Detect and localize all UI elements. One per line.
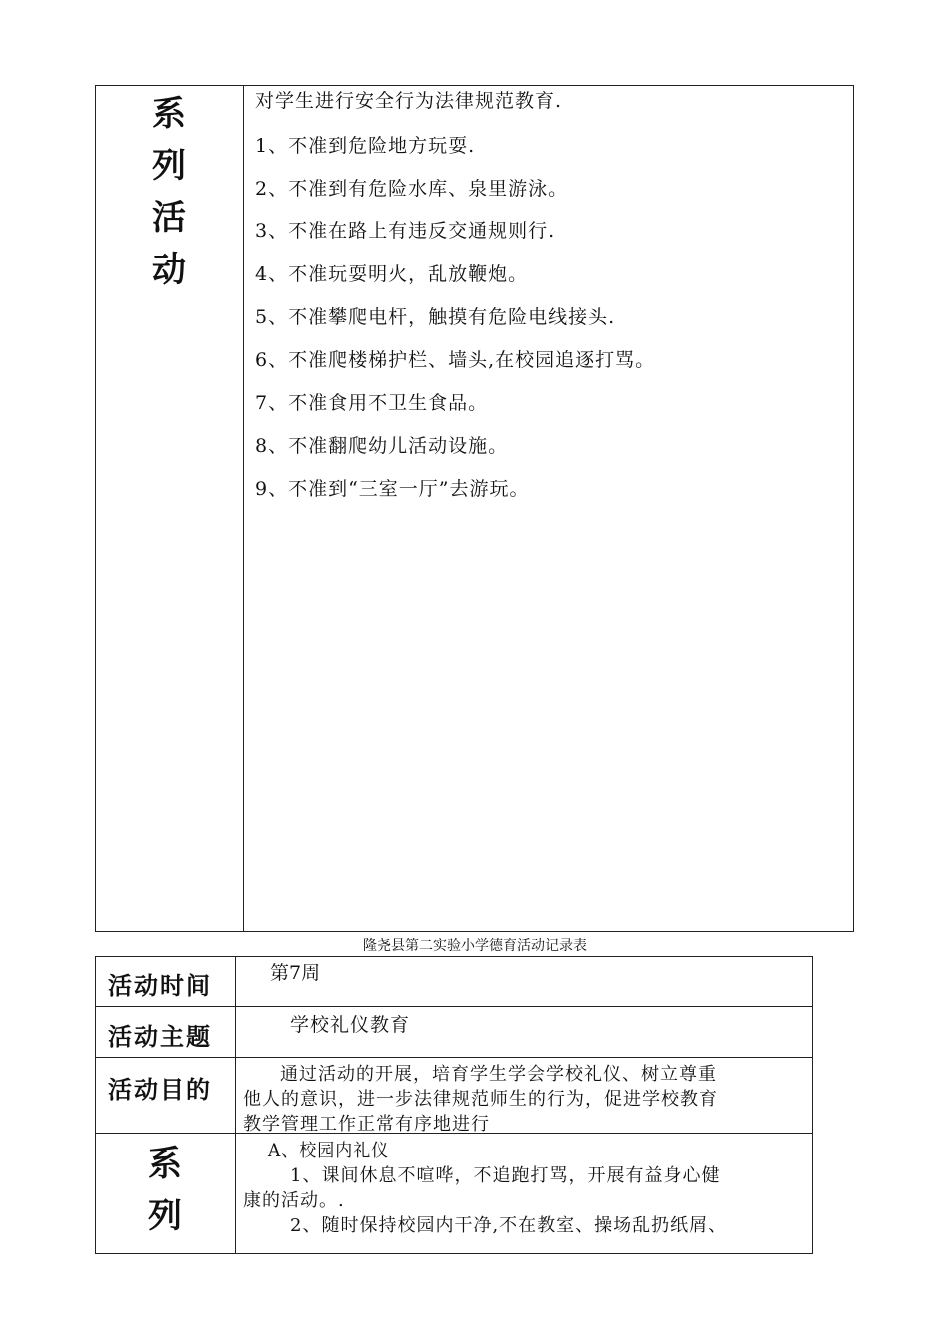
label-char: 列 (148, 1196, 182, 1236)
label-char: 系 (152, 94, 186, 134)
rule-item: 7、不准食用不卫生食品。 (255, 392, 489, 414)
top-table-divider (243, 85, 244, 932)
label-char: 系 (148, 1144, 182, 1184)
purpose-line: 教学管理工作正常有序地进行 (243, 1114, 490, 1135)
label-char: 列 (152, 146, 186, 186)
row-divider (95, 1057, 813, 1058)
series-line: 2、随时保持校园内干净,不在教室、操场乱扔纸屑、 (290, 1215, 728, 1236)
rule-item: 8、不准翻爬幼儿活动设施。 (255, 435, 509, 457)
activity-purpose-label: 活动目的 (108, 1076, 212, 1104)
series-line: 1、课间休息不喧哗，不追跑打骂，开展有益身心健 (290, 1165, 721, 1186)
rule-item: 3、不准在路上有违反交通规则行. (255, 220, 556, 242)
rule-item: 6、不准爬楼梯护栏、墙头,在校园追逐打骂。 (255, 349, 656, 371)
label-char: 活 (152, 198, 186, 238)
form-caption: 隆尧县第二实验小学德育活动记录表 (363, 938, 587, 954)
series-line: 康的活动。. (243, 1190, 345, 1211)
series-line: A、校园内礼仪 (268, 1141, 390, 1161)
label-char: 动 (152, 250, 186, 290)
activity-time-value: 第7周 (270, 962, 321, 984)
intro-text: 对学生进行安全行为法律规范教育. (255, 90, 563, 112)
rule-item: 4、不准玩耍明火，乱放鞭炮。 (255, 263, 529, 285)
rule-item: 2、不准到有危险水库、泉里游泳。 (255, 178, 569, 200)
rule-item: 1、不准到危险地方玩耍. (255, 135, 476, 157)
rule-item: 5、不准攀爬电杆，触摸有危险电线接头. (255, 306, 616, 328)
series-label (145, 1138, 185, 1242)
purpose-line: 他人的意识，进一步法律规范师生的行为，促进学校教育 (243, 1089, 718, 1110)
purpose-line: 通过活动的开展，培育学生学会学校礼仪、树立尊重 (280, 1064, 717, 1085)
row-divider (95, 1006, 813, 1007)
record-table-divider (235, 956, 236, 1254)
rule-item: 9、不准到“三室一厅”去游玩。 (255, 478, 530, 500)
activity-theme-value: 学校礼仪教育 (290, 1014, 411, 1036)
activity-time-label: 活动时间 (108, 972, 212, 1000)
top-series-label (149, 88, 189, 296)
top-series-content (255, 0, 845, 932)
activity-theme-label: 活动主题 (108, 1023, 212, 1051)
